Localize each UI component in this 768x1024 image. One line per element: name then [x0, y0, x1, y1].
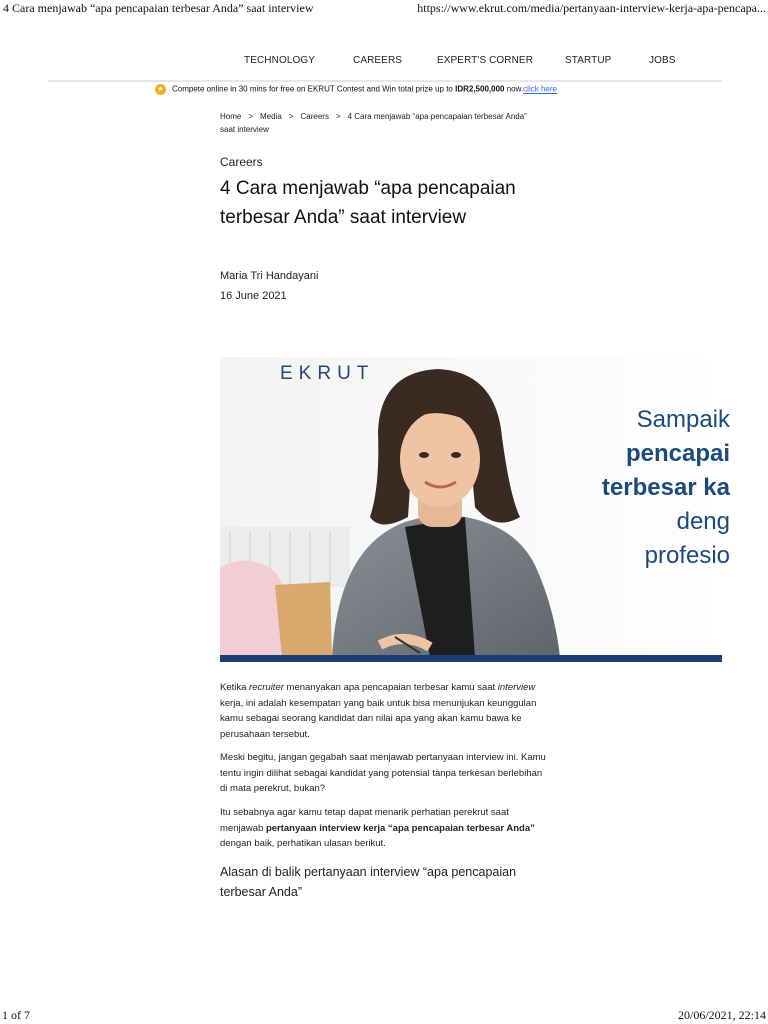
- breadcrumb-home[interactable]: Home: [220, 112, 242, 121]
- section-heading: Alasan di balik pertanyaan interview “apa pencapaian terbesar Anda”: [220, 865, 517, 899]
- print-page-url: https://www.ekrut.com/media/pertanyaan-interview-kerja-apa-pencapa...: [417, 1, 766, 15]
- breadcrumb-careers[interactable]: Careers: [300, 112, 329, 121]
- print-page-number: 1 of 7: [2, 1008, 30, 1022]
- breadcrumb-current: 4 Cara menjawab “apa pencapaian terbesar Anda” saat interview: [220, 112, 527, 134]
- trophy-icon: ★: [155, 84, 166, 95]
- nav-jobs[interactable]: JOBS: [649, 55, 676, 66]
- article-title: 4 Cara menjawab “apa pencapaian terbesar Anda” saat interview: [220, 178, 516, 228]
- chevron-right-icon: >: [335, 112, 341, 121]
- banner-text-after: now.: [504, 84, 524, 94]
- article-author[interactable]: Maria Tri Handayani: [220, 270, 319, 282]
- tagline-line: terbesar ka: [601, 474, 730, 501]
- print-datetime: 20/06/2021, 22:14: [677, 1008, 766, 1022]
- paragraph-text: kerja, ini adalah kesempatan yang baik untuk bisa menunjukan keunggulan kamu sebagai seorang kandidat dan nilai apa yang akan kamu bawa ke perusahaan tersebut.: [220, 697, 537, 740]
- print-footer: [0, 1006, 768, 1024]
- paragraph-text: menanyakan apa pencapaian terbesar kamu saat: [283, 682, 498, 693]
- chevron-right-icon: >: [288, 112, 294, 121]
- article-paragraph: Meski begitu, jangan gegabah saat menjawab pertanyaan interview ini. Kamu tentu ingin dilihat sebagai kandidat yang potensial tanpa terkesan berlebihan di mata perekrut, bukan?: [220, 752, 546, 794]
- nav-technology[interactable]: TECHNOLOGY: [244, 55, 316, 66]
- nav-startup[interactable]: STARTUP: [565, 55, 612, 66]
- tagline-line: profesio: [644, 542, 730, 569]
- nav-experts-corner[interactable]: EXPERT'S CORNER: [437, 55, 534, 66]
- paragraph-text: dengan baik, perhatikan ulasan berikut.: [220, 838, 386, 849]
- contest-banner: [155, 84, 715, 98]
- top-navigation: [48, 50, 722, 82]
- tagline-line: deng: [676, 508, 730, 535]
- paragraph-link-bold[interactable]: pertanyaan interview kerja “apa pencapaian terbesar Anda”: [265, 822, 535, 834]
- print-header: [0, 0, 768, 18]
- paragraph-italic: recruiter: [249, 682, 284, 693]
- paragraph-text: Itu sebabnya agar kamu tetap dapat menarik perhatian perekrut saat menjawab: [220, 807, 509, 834]
- hero-tagline: [540, 403, 730, 573]
- paragraph-italic: interview: [497, 682, 536, 693]
- article-paragraph: [220, 680, 550, 742]
- article-paragraph: [220, 805, 550, 852]
- paragraph-text: Ketika: [220, 682, 250, 693]
- article-date: 16 June 2021: [220, 290, 287, 302]
- article-category[interactable]: Careers: [220, 155, 263, 169]
- chevron-right-icon: >: [248, 112, 254, 121]
- print-page-title: 4 Cara menjawab “apa pencapaian terbesar Anda” saat interview: [3, 1, 314, 15]
- tagline-line: pencapai: [625, 440, 730, 467]
- breadcrumb-media[interactable]: Media: [260, 112, 282, 121]
- banner-click-here-link[interactable]: click here: [523, 84, 557, 94]
- tagline-line: Sampaik: [636, 406, 730, 433]
- hero-image: [220, 357, 730, 662]
- ekrut-logo: EKRUT: [280, 363, 375, 384]
- breadcrumb: [220, 110, 540, 136]
- banner-text: Compete online in 30 mins for free on EKRUT Contest and Win total prize up to: [172, 84, 456, 94]
- banner-prize: IDR2,500,000: [455, 84, 505, 94]
- nav-careers[interactable]: CAREERS: [353, 55, 403, 66]
